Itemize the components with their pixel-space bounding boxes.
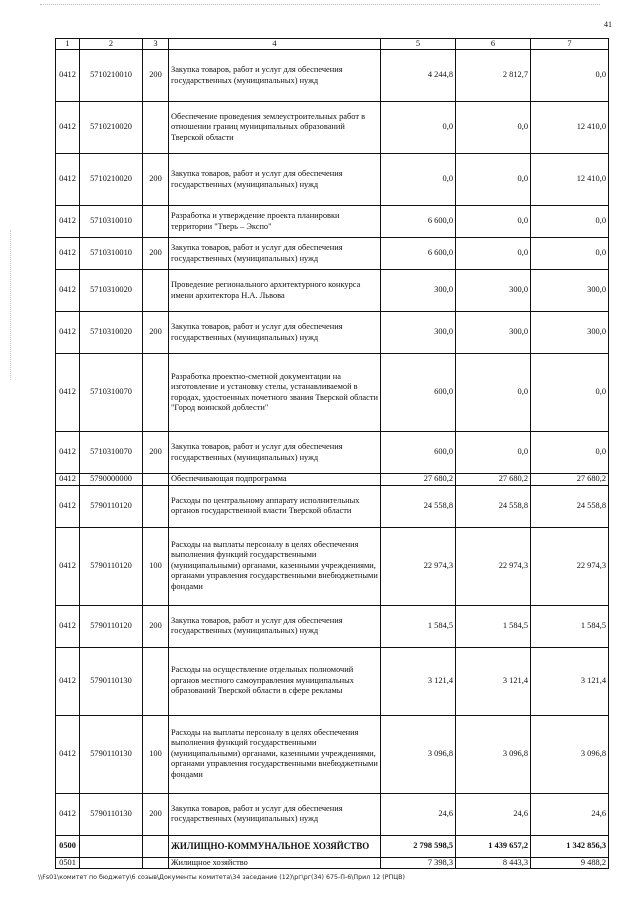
table-row <box>56 605 609 647</box>
item-name-cell: Закупка товаров, работ и услуг для обеспечения государственных (муниципальных) нужд <box>169 50 381 102</box>
table-row <box>56 485 609 527</box>
item-name-cell: ЖИЛИЩНО-КОММУНАЛЬНОЕ ХОЗЯЙСТВО <box>169 835 381 857</box>
header-cell: 2 <box>80 39 143 50</box>
amount-col6-cell: 0,0 <box>456 102 531 154</box>
item-name-cell: Расходы на выплаты персоналу в целях обеспечения выполнения функций государственными (муниципальными) органами, казенными учреждениями, органами управления государственными внебюджетными фондами <box>169 527 381 605</box>
section-code-cell: 0412 <box>56 474 80 486</box>
section-code-cell: 0412 <box>56 793 80 835</box>
amount-col6-cell: 0,0 <box>456 432 531 474</box>
expense-type-cell: 200 <box>143 605 169 647</box>
section-code-cell: 0412 <box>56 102 80 154</box>
amount-col7-cell: 300,0 <box>531 270 609 312</box>
section-code-cell: 0501 <box>56 857 80 869</box>
section-code-cell: 0412 <box>56 206 80 238</box>
section-code-cell: 0412 <box>56 715 80 793</box>
section-code-cell: 0412 <box>56 238 80 270</box>
amount-col6-cell: 24,6 <box>456 793 531 835</box>
amount-col5-cell: 600,0 <box>381 432 456 474</box>
target-code-cell: 5710210020 <box>80 154 143 206</box>
expense-type-cell: 100 <box>143 715 169 793</box>
expense-type-cell <box>143 206 169 238</box>
table-row <box>56 238 609 270</box>
target-code-cell: 5710310070 <box>80 354 143 432</box>
target-code-cell <box>80 857 143 869</box>
page-number: 41 <box>604 20 612 29</box>
section-code-cell: 0412 <box>56 605 80 647</box>
table-row <box>56 432 609 474</box>
item-name-cell: Расходы на выплаты персоналу в целях обеспечения выполнения функций государственными (муниципальными) органами, казенными учреждениями, органами управления государственными внебюджетными фондами <box>169 715 381 793</box>
amount-col7-cell: 3 096,8 <box>531 715 609 793</box>
header-cell: 7 <box>531 39 609 50</box>
header-cell: 5 <box>381 39 456 50</box>
budget-table <box>55 38 609 869</box>
file-path-footer: \\Fs01\комитет по бюджету\6 созыв\Документы комитета\34 заседание (12)\рг\рг(34) 675-П-6\Прил 12 (РПЦВ) <box>38 874 405 881</box>
item-name-cell: Расходы по центральному аппарату исполнительных органов государственной власти Тверской области <box>169 485 381 527</box>
amount-col6-cell: 1 439 657,2 <box>456 835 531 857</box>
target-code-cell: 5710310020 <box>80 312 143 354</box>
header-cell: 1 <box>56 39 80 50</box>
item-name-cell: Расходы на осуществление отдельных полномочий органов местного самоуправления муниципальных образований Тверской области в сфере рекламы <box>169 647 381 715</box>
table-row <box>56 154 609 206</box>
table-row <box>56 835 609 857</box>
amount-col7-cell: 0,0 <box>531 50 609 102</box>
header-cell: 4 <box>169 39 381 50</box>
scan-margin-dots <box>10 230 12 380</box>
amount-col7-cell: 1 342 856,3 <box>531 835 609 857</box>
amount-col6-cell: 3 121,4 <box>456 647 531 715</box>
amount-col6-cell: 0,0 <box>456 238 531 270</box>
target-code-cell <box>80 835 143 857</box>
table-row <box>56 354 609 432</box>
section-code-cell: 0412 <box>56 485 80 527</box>
table-row <box>56 102 609 154</box>
header-cell: 6 <box>456 39 531 50</box>
section-code-cell: 0412 <box>56 527 80 605</box>
expense-type-cell: 200 <box>143 238 169 270</box>
expense-type-cell <box>143 857 169 869</box>
amount-col7-cell: 0,0 <box>531 354 609 432</box>
amount-col5-cell: 22 974,3 <box>381 527 456 605</box>
section-code-cell: 0412 <box>56 270 80 312</box>
item-name-cell: Закупка товаров, работ и услуг для обеспечения государственных (муниципальных) нужд <box>169 605 381 647</box>
expense-type-cell <box>143 835 169 857</box>
expense-type-cell <box>143 102 169 154</box>
item-name-cell: Разработка и утверждение проекта планировки территории "Тверь – Экспо" <box>169 206 381 238</box>
amount-col6-cell: 300,0 <box>456 270 531 312</box>
amount-col5-cell: 6 600,0 <box>381 206 456 238</box>
item-name-cell: Обеспечивающая подпрограмма <box>169 474 381 486</box>
item-name-cell: Закупка товаров, работ и услуг для обеспечения государственных (муниципальных) нужд <box>169 238 381 270</box>
target-code-cell: 5710310010 <box>80 238 143 270</box>
table-row <box>56 270 609 312</box>
table-row <box>56 206 609 238</box>
target-code-cell: 5710210010 <box>80 50 143 102</box>
target-code-cell: 5710310070 <box>80 432 143 474</box>
amount-col7-cell: 12 410,0 <box>531 102 609 154</box>
expense-type-cell <box>143 354 169 432</box>
amount-col7-cell: 3 121,4 <box>531 647 609 715</box>
target-code-cell: 5790110130 <box>80 715 143 793</box>
amount-col5-cell: 4 244,8 <box>381 50 456 102</box>
amount-col5-cell: 600,0 <box>381 354 456 432</box>
expense-type-cell: 200 <box>143 50 169 102</box>
target-code-cell: 5790110120 <box>80 527 143 605</box>
item-name-cell: Закупка товаров, работ и услуг для обеспечения государственных (муниципальных) нужд <box>169 154 381 206</box>
scan-edge-noise <box>40 4 600 6</box>
expense-type-cell: 200 <box>143 432 169 474</box>
table-row <box>56 647 609 715</box>
amount-col5-cell: 0,0 <box>381 154 456 206</box>
item-name-cell: Жилищное хозяйство <box>169 857 381 869</box>
amount-col6-cell: 27 680,2 <box>456 474 531 486</box>
target-code-cell: 5790000000 <box>80 474 143 486</box>
section-code-cell: 0412 <box>56 154 80 206</box>
expense-type-cell: 100 <box>143 527 169 605</box>
amount-col5-cell: 24 558,8 <box>381 485 456 527</box>
target-code-cell: 5710310020 <box>80 270 143 312</box>
amount-col6-cell: 2 812,7 <box>456 50 531 102</box>
amount-col7-cell: 27 680,2 <box>531 474 609 486</box>
item-name-cell: Закупка товаров, работ и услуг для обеспечения государственных (муниципальных) нужд <box>169 432 381 474</box>
amount-col7-cell: 1 584,5 <box>531 605 609 647</box>
amount-col6-cell: 1 584,5 <box>456 605 531 647</box>
section-code-cell: 0412 <box>56 647 80 715</box>
amount-col6-cell: 8 443,3 <box>456 857 531 869</box>
expense-type-cell: 200 <box>143 312 169 354</box>
item-name-cell: Закупка товаров, работ и услуг для обеспечения государственных (муниципальных) нужд <box>169 312 381 354</box>
target-code-cell: 5790110130 <box>80 647 143 715</box>
expense-type-cell <box>143 647 169 715</box>
amount-col6-cell: 300,0 <box>456 312 531 354</box>
amount-col5-cell: 2 798 598,5 <box>381 835 456 857</box>
amount-col7-cell: 22 974,3 <box>531 527 609 605</box>
table-header-row <box>56 39 609 50</box>
section-code-cell: 0412 <box>56 312 80 354</box>
target-code-cell: 5790110130 <box>80 793 143 835</box>
amount-col7-cell: 300,0 <box>531 312 609 354</box>
item-name-cell: Разработка проектно-сметной документации на изготовление и установку стелы, устанавливаемой в городах, удостоенных почетного звания Тверской области "Город воинской доблести" <box>169 354 381 432</box>
amount-col6-cell: 0,0 <box>456 354 531 432</box>
amount-col5-cell: 300,0 <box>381 312 456 354</box>
item-name-cell: Закупка товаров, работ и услуг для обеспечения государственных (муниципальных) нужд <box>169 793 381 835</box>
table-row <box>56 715 609 793</box>
target-code-cell: 5710310010 <box>80 206 143 238</box>
amount-col7-cell: 0,0 <box>531 432 609 474</box>
expense-type-cell: 200 <box>143 793 169 835</box>
amount-col6-cell: 24 558,8 <box>456 485 531 527</box>
amount-col5-cell: 7 398,3 <box>381 857 456 869</box>
table-row <box>56 474 609 486</box>
amount-col7-cell: 0,0 <box>531 206 609 238</box>
target-code-cell: 5710210020 <box>80 102 143 154</box>
amount-col5-cell: 1 584,5 <box>381 605 456 647</box>
amount-col6-cell: 0,0 <box>456 154 531 206</box>
target-code-cell: 5790110120 <box>80 605 143 647</box>
amount-col7-cell: 9 488,2 <box>531 857 609 869</box>
table-row <box>56 50 609 102</box>
table-row <box>56 857 609 869</box>
section-code-cell: 0500 <box>56 835 80 857</box>
expense-type-cell: 200 <box>143 154 169 206</box>
section-code-cell: 0412 <box>56 354 80 432</box>
table-row <box>56 527 609 605</box>
amount-col6-cell: 22 974,3 <box>456 527 531 605</box>
amount-col7-cell: 24,6 <box>531 793 609 835</box>
amount-col7-cell: 0,0 <box>531 238 609 270</box>
amount-col6-cell: 0,0 <box>456 206 531 238</box>
amount-col5-cell: 300,0 <box>381 270 456 312</box>
amount-col6-cell: 3 096,8 <box>456 715 531 793</box>
expense-type-cell <box>143 485 169 527</box>
amount-col7-cell: 24 558,8 <box>531 485 609 527</box>
amount-col7-cell: 12 410,0 <box>531 154 609 206</box>
section-code-cell: 0412 <box>56 50 80 102</box>
amount-col5-cell: 0,0 <box>381 102 456 154</box>
expense-type-cell <box>143 474 169 486</box>
header-cell: 3 <box>143 39 169 50</box>
expense-type-cell <box>143 270 169 312</box>
amount-col5-cell: 3 096,8 <box>381 715 456 793</box>
amount-col5-cell: 24,6 <box>381 793 456 835</box>
amount-col5-cell: 3 121,4 <box>381 647 456 715</box>
table-row <box>56 312 609 354</box>
amount-col5-cell: 27 680,2 <box>381 474 456 486</box>
table-row <box>56 793 609 835</box>
section-code-cell: 0412 <box>56 432 80 474</box>
target-code-cell: 5790110120 <box>80 485 143 527</box>
item-name-cell: Обеспечение проведения землеустроительных работ в отношении границ муниципальных образований Тверской области <box>169 102 381 154</box>
amount-col5-cell: 6 600,0 <box>381 238 456 270</box>
item-name-cell: Проведение регионального архитектурного конкурса имени архитектора Н.А. Львова <box>169 270 381 312</box>
